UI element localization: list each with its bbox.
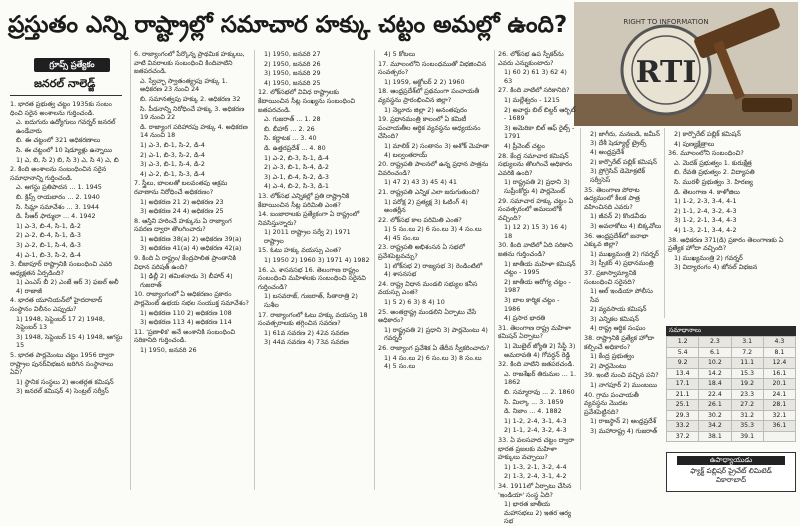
column-2 (134, 50, 250, 492)
question-line: 1) 12 2) 15 3) 16 4) 18 (504, 223, 567, 240)
question-line: సి. సిమ్లా సమావేశం ... 3. 1944 (16, 202, 100, 211)
question-line: 3) స్పీకర్ 4) ప్రధానమంత్రి (590, 259, 654, 268)
answer-cell: 3.1 (731, 337, 763, 348)
question-line: 4) ఎ-2, బి-1, సి-3, డి-4 (140, 169, 205, 178)
question-line: 1) లోక్‌సభ 2) రాజ్యసభ 3) రెండింటిలో 4) శాసనసభ (384, 261, 483, 279)
question-line: సి. పీడనాన్ని నిరోధించే హక్కు 3. అధికరణ 19 నుంచి 22 (140, 104, 245, 122)
question-line: ఎ. స్వేచ్ఛా స్వాతంత్య్రపు హక్కు 1. అధికరణ 23 నుంచి 24 (140, 76, 228, 94)
question-line: బి. సమానత్వపు హక్కు 2. అధికరణ 32 (140, 94, 241, 103)
answer-cell: 7.2 (731, 347, 763, 358)
question-line: సి. మిల్కా ... 3. 1859 (504, 397, 564, 406)
question-line: 1) జాతీయ మహిళా కమిషన్ చట్టం - 1995 (504, 259, 576, 277)
question-line: ఎ. ఐదుగురు ఉద్యోగులు గవర్నర్ జనరల్ ఉండేవారు (16, 118, 116, 135)
answer-cell: 22.4 (699, 389, 731, 400)
answer-cell: 20.1 (763, 379, 795, 390)
answer-cell: 11.1 (731, 358, 763, 369)
question-line: 37. ప్రజాస్వామ్యానికి సంబంధించి సరైనది? (584, 268, 637, 286)
question-line: 16. ఎ. శాసనసభ 16. తెలంగాణ రాష్ట్రం సంబంధించి మహిళలకు సంబంధించి సరైనవి గుర్తించండి? (258, 265, 366, 291)
question-line: ఎ. గుజరాత్ ... 1. 28 (264, 115, 321, 124)
question-line: 3) ఎ-3, బి-1, సి-4, డి-2 (140, 160, 205, 169)
answer-cell (763, 431, 795, 442)
question-line: 25. అంతర్రాష్ట్ర మండలిని ఏర్పాటు చేసే అధికారం? (378, 307, 477, 325)
answer-cell: 31.2 (731, 410, 763, 421)
question-line: 1) 5 సం.లు 2) 6 సం.లు 3) 4 సం.లు 4) 45 సం.లు (384, 225, 482, 242)
question-line: 26. లోక్‌సభ ఉప స్పీకర్‌ను ఎవరు ఎన్నుకుంటారు? (498, 50, 564, 67)
rti-ring-text: RIGHT TO INFORMATION (623, 18, 709, 26)
question-line: డి. నిజాం ... 4. 1882 (504, 407, 562, 416)
answer-cell: 5.4 (667, 347, 699, 358)
question-line: 1) 1950, జనవరి 26 (140, 346, 197, 354)
answer-cell: 36.1 (763, 421, 795, 432)
question-line: 19. ప్రధానమంత్రి కాలంలో ఏ కమిటీ పంచాయతీల ఆర్థిక వ్యవస్థను అధ్యయనం చేసింది? (378, 115, 481, 141)
question-line: 2) ఎ-2, బి-4, సి-1, డి-3 (16, 231, 81, 240)
question-line: 8. ఆస్తిని హరించే హక్కును ఏ రాజ్యాంగ సవరణ ద్వారా తొలగించారు? (134, 216, 232, 234)
answer-key-table (666, 336, 796, 442)
question-line: 1) 2011 రాష్ట్రాల సర్వే 2) 1971 రాష్ట్రాల (264, 228, 351, 245)
question-line: డి. ఉత్తరప్రదేశ్ ... 4. 80 (264, 143, 326, 152)
answer-cell: 10.2 (699, 358, 731, 369)
question-line: 3) అధికరణ 24 4) అధికరణ 25 (140, 207, 224, 216)
question-line: 10. రాజ్యాంగంలో ఏ అధికరణం ప్రకారం పార్లమెంట్ ఉభయ సభల సంయుక్త సమావేశం? (134, 290, 249, 308)
column-3 (258, 50, 370, 492)
answer-row (667, 368, 796, 379)
question-line: 1) 60 2) 61 3) 62 4) 63 (504, 68, 567, 85)
question-line: బి. ఈ చట్టంలో 321 అధికరణాలు (16, 136, 101, 145)
question-line: ఎ. మెదక్ ప్రభుత్వం 1. కురుక్షేత్ర (674, 158, 752, 167)
question-line: 1) అధికరణ 110 2) అధికరణ 108 (140, 308, 232, 317)
question-line: 1) నెల్లూరు జిల్లా 2) అనంతపురం (384, 105, 468, 114)
question-line: 17. మూలంలోని సంబంధముతో విభజించిన సంవత్సరం? (378, 59, 487, 77)
question-line: 27. కింది వాటిలో సరికానిది? (498, 86, 570, 95)
column-divider (494, 50, 495, 490)
question-line: 33. ఏ వలసవాద చట్టం ద్వారా భారత ప్రజలకు మహిళా హక్కులు వచ్చాయి? (498, 435, 575, 462)
question-line: 2) ఎ-1, బి-3, సి-2, డి-4 (140, 150, 205, 159)
question-line: 7. స్త్రీలు, బాలలతో బలవంతపు అక్రమ రవాణాను నిరోధించే అధికరణం? (134, 179, 228, 196)
question-line: 2) పార్లమెంటు (590, 361, 627, 370)
question-line: 3) 1950, జనవరి 29 (264, 69, 321, 78)
column-divider (664, 128, 665, 318)
question-line: 1) ముఖ్యమంత్రి 2) గవర్నర్ (590, 249, 659, 258)
question-line: 1) 1-2, 2-4, 3-1, 4-3 (504, 416, 567, 425)
question-line: 1) పరోక్ష 2) ప్రత్యక్ష 3) ఓటింగ్ 4) అంతర్లీన (384, 197, 468, 215)
question-line: 3) 44వ సవరణ 4) 73వ సవరణ (264, 338, 349, 347)
question-line: 1) 5 2) 6 3) 8 4) 10 (384, 298, 445, 307)
question-line: 1) ఎ-3, బి-1, సి-2, డి-4 (140, 140, 205, 149)
question-line: బి. బీహార్ ... 2. 26 (264, 124, 315, 133)
question-line: 1) 1-2, 2-3, 3-4, 4-1 (674, 197, 737, 206)
question-line: 1) అధికరణ 21 2) అధికరణ 23 (140, 197, 224, 206)
question-line: 4) 1950, జనవరి 25 (264, 78, 321, 87)
question-line: 2) కార్పొరేట్ పబ్లిక్ కమిషన్ (590, 157, 657, 166)
question-line: బి. క్రిప్స్ రాయబారం ... 2. 1940 (16, 192, 100, 201)
column-1 (10, 100, 126, 492)
question-line: 4) ఎ-1, బి-3, సి-2, డి-4 (16, 250, 81, 259)
question-line: 3) బాల కార్మిక చట్టం - 1986 (504, 296, 560, 313)
question-line: 1) భారత జాతీయ మహాసభలు 2) ఇతర ఆర్య సభ (504, 500, 572, 526)
column-divider (374, 50, 375, 490)
question-line: 36. ఆంధ్రప్రదేశ్‌లో జనాభా ఎక్కువ జిల్లా? (584, 231, 649, 249)
answer-key-title: సమాధానాలు (666, 326, 796, 336)
question-line: 24. రాష్ట్ర విధాన మండలి సభ్యుల కనీస వయస్సు ఎంత? (378, 279, 478, 297)
answer-cell: 28.1 (763, 400, 795, 411)
question-line: 28. కేంద్ర సమాచార కమిషన్ సభ్యులను తొలగించే అధికారం ఎవరికి ఉంది? (498, 151, 573, 177)
question-line: 32. కింది వాటిని జతపరచండి. (498, 360, 575, 369)
question-line: 35. తెలంగాణ పోరాట ఉద్యమంలో కీలక పాత్ర వహించినది ఎవరు? (584, 185, 640, 211)
question-line: 3. బీజాపూర్ రాష్ట్రానికి సంబంధించి ఎవరి అధ్యక్షతన ఏర్పడింది? (10, 260, 113, 277)
question-line: 1) కేంద్ర ప్రభుత్వం (590, 352, 635, 361)
question-line: 1) ఎంఎస్ బీ 2) ఎంజే ఆర్ 3) ఫజల్ అలీ 4) రాజాజీ (16, 278, 119, 295)
headline: ప్రస్తుతం ఎన్ని రాష్ట్రాల్లో సమాచార హక్కు చట్టం అమల్లో ఉంది? (8, 12, 568, 38)
footer-credit (666, 452, 796, 492)
question-line: 1) మల్లేశ్వరం - 1215 (504, 95, 560, 104)
answer-row (667, 431, 796, 442)
question-line: 3) అధికరణ 41(a) 4) అధికరణ 42(a) (140, 244, 242, 253)
question-line: సి. కర్ణాటక ... 3. 40 (264, 134, 317, 143)
question-line: 2) 1-1, 2-4, 3-2, 4-3 (504, 426, 567, 435)
question-line: 1) 1948, సెప్టెంబర్ 17 2) 1948, సెప్టెంబర్ 13 (16, 314, 105, 332)
question-line: 4) ఆంధ్రప్రదేశ్ (590, 148, 625, 157)
answer-cell: 35.3 (731, 421, 763, 432)
column-divider (254, 50, 255, 490)
question-line: 1) ఎ, బి, సి 2) బి, సి 3) ఎ, సి 4) ఎ, బి (16, 155, 119, 164)
question-line: 17. రాజ్యాంగంలో ఓటు హక్కు వయస్సు 18 సంవత్సరాలకు తగ్గించిన సవరణ? (258, 310, 368, 328)
question-line: 3) ఎన్నికల కమిషన్ (590, 314, 639, 323)
question-line: 29. సమాచార హక్కు చట్టం ఏ సంవత్సరంలో అమలులోకి వచ్చింది? (498, 196, 574, 222)
question-line: 3) 1948, సెప్టెంబర్ 15 4) 1948, ఆగస్టు 15 (16, 332, 123, 350)
rti-illustration (574, 2, 798, 126)
question-line: 2) 1950, జనవరి 26 (264, 59, 321, 68)
question-line: 3) అమెరికా బిల్ ఆఫ్ రైట్స్ - 1791 (504, 123, 575, 141)
question-line: 2) జాగీరు, మనబడి, జమీన్ 3) దేశీ షెడ్యూల్డ్ ట్రైబ్స్ (590, 130, 660, 147)
section-author: జనరల్ నాలెడ్జ్ (34, 77, 96, 90)
question-line: 13. లోక్‌సభ ఎన్నికల్లో ప్రతి రాష్ట్రానికి కేటాయించిన సీట్ల పరిమితి ఎంత? (258, 191, 350, 209)
question-line: 2) కార్పొరేట్ పబ్లిక్ కమిషన్ (674, 130, 741, 138)
question-line: 1) 1959, అక్టోబర్ 2 2) 1960 (384, 77, 465, 86)
footer-title: ఉపాధ్యాయుడు (677, 456, 785, 465)
question-line: 2) వ్యవసాయ కమిషన్ (590, 305, 647, 314)
question-line: 1) రాజస్థాన్ 2) ఆంధ్రప్రదేశ్ (590, 417, 657, 426)
column-divider (580, 128, 581, 490)
answer-row (667, 410, 796, 421)
column-4 (378, 50, 490, 492)
question-line: 14. బంజారాలకు ప్రత్యేకంగా ఏ రాష్ట్రంలో నివసిస్తున్నారు? (258, 210, 360, 227)
question-line: 3) అవలాకోటు 4) బిక్కవోలు (590, 221, 662, 230)
question-line: బి. రేవతి ప్రభుత్వం 2. విద్యాపతి (674, 168, 755, 177)
answer-cell: 8.1 (763, 347, 795, 358)
rti-seal-text: RTI (635, 55, 697, 90)
answer-cell: 38.1 (699, 431, 731, 442)
question-line: 36. మూలంలోని సంబంధించి? (668, 149, 744, 158)
question-line: 38. రాష్ట్రానికి ప్రత్యేక హోదా కల్పించే అధికారం? (584, 334, 655, 351)
column-7 (668, 130, 796, 320)
answer-row (667, 389, 796, 400)
answer-cell: 26.1 (699, 400, 731, 411)
answer-cell: 19.2 (731, 379, 763, 390)
answer-cell: 17.1 (667, 379, 699, 390)
question-line: డి. రాజ్యాంగ పరిహారపు హక్కు 4. అధికరణ 14 నుంచి 18 (140, 122, 248, 140)
answer-cell: 25.1 (667, 400, 699, 411)
answer-cell: 30.2 (699, 410, 731, 421)
question-line: 2) ఎ-3, బి-1, సి-4, డి-2 (264, 163, 329, 172)
answer-cell: 34.2 (699, 421, 731, 432)
question-line: 4) ప్రసార భారతి (504, 314, 546, 323)
answer-cell: 6.1 (699, 347, 731, 358)
question-line: 20. రాష్ట్రపతి పాలనలో ఉన్న ప్రధాన పాత్రను వివరించండి? (378, 160, 489, 177)
question-line: ఎ. రాజశేఖర్ తిరుమల ... 1. 1862 (504, 369, 576, 387)
groups-special-badge: గ్రూప్స్ ప్రత్యేకం (34, 58, 110, 72)
question-line: 23. రాష్ట్రపతి అభిశంసన ఏ సభలో ప్రవేశపెట్టవచ్చు? (378, 243, 465, 261)
question-line: 21. రాష్ట్రపతి ఎన్నిక ఎలా జరుగుతుంది? (378, 187, 480, 196)
answer-cell: 23.3 (731, 389, 763, 400)
question-line: 3) మహారాష్ట్ర 4) గుజరాత్ (590, 427, 658, 435)
answer-cell: 33.2 (667, 421, 699, 432)
footer-line: ఫ్యాక్ట్ పబ్లిషర్ ప్రైవేట్ లిమిటెడ్ (690, 467, 772, 475)
question-line: 1) మొబైల్ జ్యోతి 2) సేఫ్టీ 3) అమరావతి 4) గోవర్ధన్ రెడ్డి (504, 342, 576, 359)
answer-cell: 15.3 (731, 368, 763, 379)
question-line: 15. ఓటు హక్కు వయస్సు ఎంత? (258, 246, 342, 255)
answer-cell: 16.1 (763, 368, 795, 379)
question-line: 6. రాజ్యాంగంలో పేర్కొన్న ప్రాథమిక హక్కులు, వాటి వివరాలకు సంబంధించి కిందివాటిని జతపరచండి. (134, 50, 245, 76)
column-divider (130, 50, 131, 490)
question-line: బి. సమ్మారావు ... 2. 1860 (504, 387, 575, 396)
answer-cell: 4.3 (763, 337, 795, 348)
question-line: 4) రాష్ట్ర ఆర్థిక సంఘం (590, 324, 646, 333)
answer-cell: 21.1 (667, 389, 699, 400)
question-line: 22. లోక్‌సభ కాల పరిమితి ఎంత? (378, 215, 462, 224)
answer-cell: 13.4 (667, 368, 699, 379)
question-line: 1) 47 2) 43 3) 45 4) 41 (384, 178, 457, 187)
question-line: 1) 4 సం.లు 2) 6 సం.లు 3) 8 సం.లు 4) 5 సం.లు (384, 353, 482, 371)
question-line: 1) ముఖ్యమంత్రి 2) గవర్నర్ (674, 253, 743, 262)
question-line: 1) నాగపూర్ 2) ముంబయి (590, 381, 657, 390)
question-line: 4) 1-3, 2-1, 3-4, 4-2 (674, 225, 737, 234)
footer-line: వికారాబాద్ (715, 476, 747, 484)
question-line: 1) అధికరణ 38(a) 2) అధికరణ 39(a) (140, 234, 242, 243)
answer-row (667, 347, 796, 358)
question-line: డి. సీఆర్ ఫార్ములా ... 4. 1942 (16, 212, 96, 221)
question-line: డి. తెలంగాణ 4. కాళోజిలు (674, 187, 740, 196)
question-line: సి. మురళీ ప్రభుత్వం 3. హిరణ్య (674, 177, 753, 186)
question-line: 1) ఎ-2, బి-3, సి-1, డి-4 (264, 153, 329, 162)
question-line: 1. భారత ప్రభుత్వ చట్టం 1935కు సంబం ధించి సరైన అంశాలను గుర్తించండి. (10, 100, 112, 117)
question-line: 1) 1950 2) 1960 3) 1971 4) 1982 (264, 256, 370, 265)
answer-cell: 14.2 (699, 368, 731, 379)
question-line: 1) రాష్ట్రపతి 2) ప్రధాని 3) సుప్రీంకోర్టు 4) పార్లమెంట్ (504, 178, 570, 195)
question-line: 40. గ్రామ పంచాయతీ వ్యవస్థను మొదట ప్రవేశపెట్టినది? (584, 390, 639, 416)
answer-cell: 9.2 (667, 358, 699, 369)
question-line: 39. ఇంటి నుంచి వచ్చిన పని? (584, 371, 659, 380)
column-5 (498, 50, 576, 526)
answer-row (667, 358, 796, 369)
question-line: 3) జనరల్ కమిషన్ 4) సెంట్రల్ సర్వీస్ (16, 387, 109, 396)
answer-cell: 27.2 (731, 400, 763, 411)
question-line: 30. కింది వాటిలో ఏది సరికాని జతను గుర్తించండి? (498, 241, 573, 259)
column-6 (584, 130, 662, 492)
answer-row (667, 400, 796, 411)
question-line: 3) 1-2, 2-1, 3-4, 4-3 (674, 216, 737, 225)
question-line: 1) జీవన్ 2) కొండవీడు (590, 212, 647, 221)
answer-cell: 37.2 (667, 431, 699, 442)
question-line: 3) ఎ-2, బి-1, సి-4, డి-3 (16, 240, 81, 249)
question-line: 18. ఆంధ్రప్రదేశ్‌లో ప్రథమంగా పంచాయతీ వ్యవస్థను ప్రారంభించిన జిల్లా? (378, 87, 480, 104)
question-line: 12. లోక్‌సభలో వివిధ రాష్ట్రాలకు కేటాయించిన సీట్ల సంఖ్యను సంబంధించి జతపరచండి. (258, 88, 356, 114)
question-line: 1) 61వ సవరణ 2) 42వ సవరణ (264, 328, 349, 337)
question-line: 4) 5 కోటలు (384, 50, 416, 58)
question-line: 26. రాజ్యాంగ ప్రవేశిక ఏ తేదీన స్వీకరించారు? (378, 344, 490, 352)
question-line: 1) 1-3, 2-1, 3-2, 4-4 (504, 462, 567, 471)
question-line: 1) రాష్ట్రపతి 2) ప్రధాని 3) పార్లమెంటు 4) గవర్నర్ (384, 325, 488, 343)
answer-cell: 18.4 (699, 379, 731, 390)
answer-cell: 32.1 (763, 410, 795, 421)
question-line: 1) 1950, జనవరి 27 (264, 50, 321, 58)
question-line: 2. కింది అంశాలను సంబంధించిన సరైన సమాధానాన్ని గుర్తించండి. (10, 165, 107, 182)
question-line: 4) పుణ్యక్షేత్రాలు (674, 139, 715, 148)
answer-cell: 12.4 (763, 358, 795, 369)
question-line: 4) ఎ-4, బి-2, సి-3, డి-1 (264, 182, 329, 191)
question-line: 1) ఎ-3, బి-4, సి-1, డి-2 (16, 221, 81, 230)
question-line: 3) ఎ-1, బి-4, సి-2, డి-3 (264, 172, 329, 181)
question-line: 9. కింది ఏ రాష్ట్రం/ కేంద్రపాలిత ప్రాంతానికి విధాన పరిషత్ ఉంది? (134, 254, 236, 271)
question-line: 4. భారత యూనియన్‌లో హైదరాబాద్ సంస్థానం విలీనం ఎప్పుడు? (10, 296, 103, 314)
question-line: 3) అధికరణ 113 4) అధికరణ 114 (140, 318, 232, 327)
question-line: 1) మాలిక్ 2) సంతానం 3) అశోక్ మెహతా 4) బల్వంతరాయ్ (384, 141, 490, 159)
question-line: 1) ఢిల్లీ 2) తమిళనాడు 3) బీహార్ 4) గుజరాత్ (140, 272, 233, 289)
author-divider (10, 95, 122, 96)
answer-row (667, 379, 796, 390)
question-line: 1) బసవరాజ్, గుజరాత్, సీతారాత్రి 2) సుశీల (264, 292, 358, 310)
question-line: 11. 'ప్రణాళిక' అనే అంశానికి సంబంధించి సరికానిది గుర్తించండి. (134, 327, 236, 345)
question-line: 5. భారత పార్లమెంటు చట్టం 1956 ద్వారా రాష్ట్రాల పునర్‌విభజన జరిగిన సంస్థానాలు ఏవి? (10, 351, 115, 377)
question-line: 2) జాతీయ ఆరోగ్య చట్టం - 1987 (504, 277, 571, 295)
question-line: 1) ఆల్ ఇండియా పోలీసు సేవ (590, 287, 653, 304)
answer-cell: 39.1 (731, 431, 763, 442)
rti-gavel-photo (574, 2, 798, 126)
question-line: 31. తెలంగాణ రాష్ట్ర మహిళా కమిషన్ ఏర్పాటు? (498, 323, 571, 341)
answer-row (667, 337, 796, 348)
answer-cell: 24.1 (763, 389, 795, 400)
question-line: ఎ. ఆగస్టు ప్రతిపాదన ... 1. 1945 (16, 183, 102, 192)
question-line: 4) ప్రీవెంట్ చట్టం (504, 141, 545, 150)
answer-cell: 1.2 (667, 337, 699, 348)
question-line: 2) 1-3, 2-4, 3-1, 4-2 (504, 472, 567, 481)
question-line: 2) అవార్డు బిల్ బిల్డర్ ఆర్బిట్ - 1689 (504, 105, 576, 123)
question-line: 38. అధికరణ 371(డి) ప్రకారం తెలంగాణకు ఏ ప్రత్యేక హోదా వచ్చింది? (668, 235, 784, 253)
answer-row (667, 421, 796, 432)
question-line: 2) 1-1, 2-4, 3-2, 4-3 (674, 206, 737, 215)
question-line: 34. 1911లో ఏర్పాటు చేసిన 'ఇండియా' సంస్థ ఏది? (498, 481, 572, 499)
question-line: 1) స్థానిక సంస్థలు 2) అంతర్గత కమిషన్ (16, 377, 114, 386)
question-line: 3) ప్రోగ్రెసివ్ డెమోక్రటిక్ సర్వీసెస్ (590, 167, 646, 184)
question-line: 3) విద్యారంగం 4) జోనల్ విభజన (674, 263, 758, 272)
question-line: సి. ఈ చట్టంలో 10 షెడ్యూళ్లు ఉన్నాయి (16, 145, 112, 154)
answer-cell: 29.3 (667, 410, 699, 421)
answer-cell: 2.3 (699, 337, 731, 348)
